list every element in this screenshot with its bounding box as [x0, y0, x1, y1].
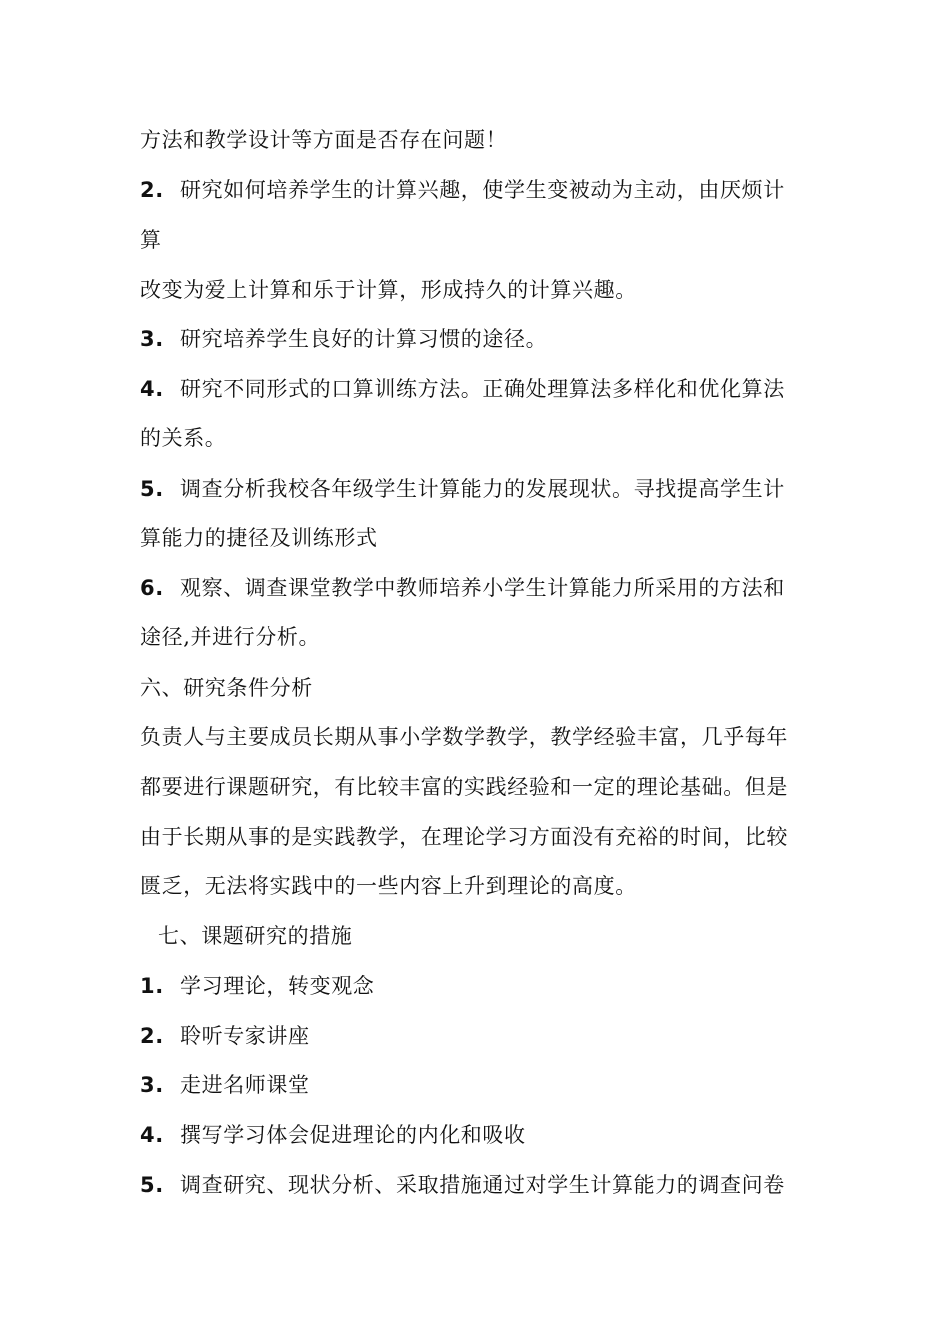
- section-heading: [158, 922, 352, 950]
- list-item: [140, 574, 785, 602]
- list-item: [140, 1022, 310, 1050]
- line-text: 方法和教学设计等方面是否存在问题！: [140, 128, 508, 152]
- line-text: 由于长期从事的是实践教学，在理论学习方面没有充裕的时间，比较: [140, 825, 788, 849]
- list-number: 5.: [140, 477, 164, 501]
- list-item: [140, 1121, 526, 1149]
- paragraph-line: [140, 823, 788, 851]
- paragraph-line: [140, 773, 788, 801]
- list-number: 5.: [140, 1173, 164, 1197]
- list-number: 2.: [140, 1024, 164, 1048]
- paragraph-line: [140, 226, 162, 254]
- list-number: 2.: [140, 178, 164, 202]
- line-text: 研究培养学生良好的计算习惯的途径。: [180, 327, 548, 351]
- list-item: [140, 375, 785, 403]
- list-number: 4.: [140, 1123, 164, 1147]
- line-text: 负责人与主要成员长期从事小学数学教学，教学经验丰富，几乎每年: [140, 725, 788, 749]
- paragraph-line: [140, 723, 788, 751]
- line-text: 途径,并进行分析。: [140, 625, 321, 649]
- paragraph-line: [140, 126, 507, 154]
- line-text: 的关系。: [140, 426, 227, 450]
- line-text: 研究不同形式的口算训练方法。正确处理算法多样化和优化算法: [180, 377, 785, 401]
- list-number: 4.: [140, 377, 164, 401]
- list-item: [140, 176, 785, 204]
- list-item: [140, 475, 785, 503]
- list-item: [140, 1071, 310, 1099]
- list-item: [140, 972, 374, 1000]
- list-number: 3.: [140, 327, 164, 351]
- line-text: 学习理论，转变观念: [180, 974, 375, 998]
- heading-text: 七、课题研究的措施: [158, 924, 353, 948]
- section-heading: [140, 674, 313, 702]
- line-text: 改变为爱上计算和乐于计算，形成持久的计算兴趣。: [140, 278, 637, 302]
- line-text: 走进名师课堂: [180, 1073, 310, 1097]
- list-number: 1.: [140, 974, 164, 998]
- line-text: 研究如何培养学生的计算兴趣，使学生变被动为主动，由厌烦计: [180, 178, 785, 202]
- paragraph-line: [140, 872, 637, 900]
- paragraph-line: [140, 524, 378, 552]
- line-text: 调查研究、现状分析、采取措施通过对学生计算能力的调查问卷: [180, 1173, 785, 1197]
- line-text: 匮乏，无法将实践中的一些内容上升到理论的高度。: [140, 874, 637, 898]
- line-text: 算能力的捷径及训练形式: [140, 526, 378, 550]
- paragraph-line: [140, 623, 320, 651]
- line-text: 观察、调查课堂教学中教师培养小学生计算能力所采用的方法和: [180, 576, 785, 600]
- list-item: [140, 1171, 785, 1199]
- list-number: 6.: [140, 576, 164, 600]
- paragraph-line: [140, 424, 226, 452]
- list-number: 3.: [140, 1073, 164, 1097]
- line-text: 都要进行课题研究，有比较丰富的实践经验和一定的理论基础。但是: [140, 775, 788, 799]
- heading-text: 六、研究条件分析: [140, 676, 313, 700]
- line-text: 撰写学习体会促进理论的内化和吸收: [180, 1123, 526, 1147]
- paragraph-line: [140, 276, 637, 304]
- line-text: 聆听专家讲座: [180, 1024, 310, 1048]
- list-item: [140, 325, 547, 353]
- line-text: 调查分析我校各年级学生计算能力的发展现状。寻找提高学生计: [180, 477, 785, 501]
- line-text: 算: [140, 228, 162, 252]
